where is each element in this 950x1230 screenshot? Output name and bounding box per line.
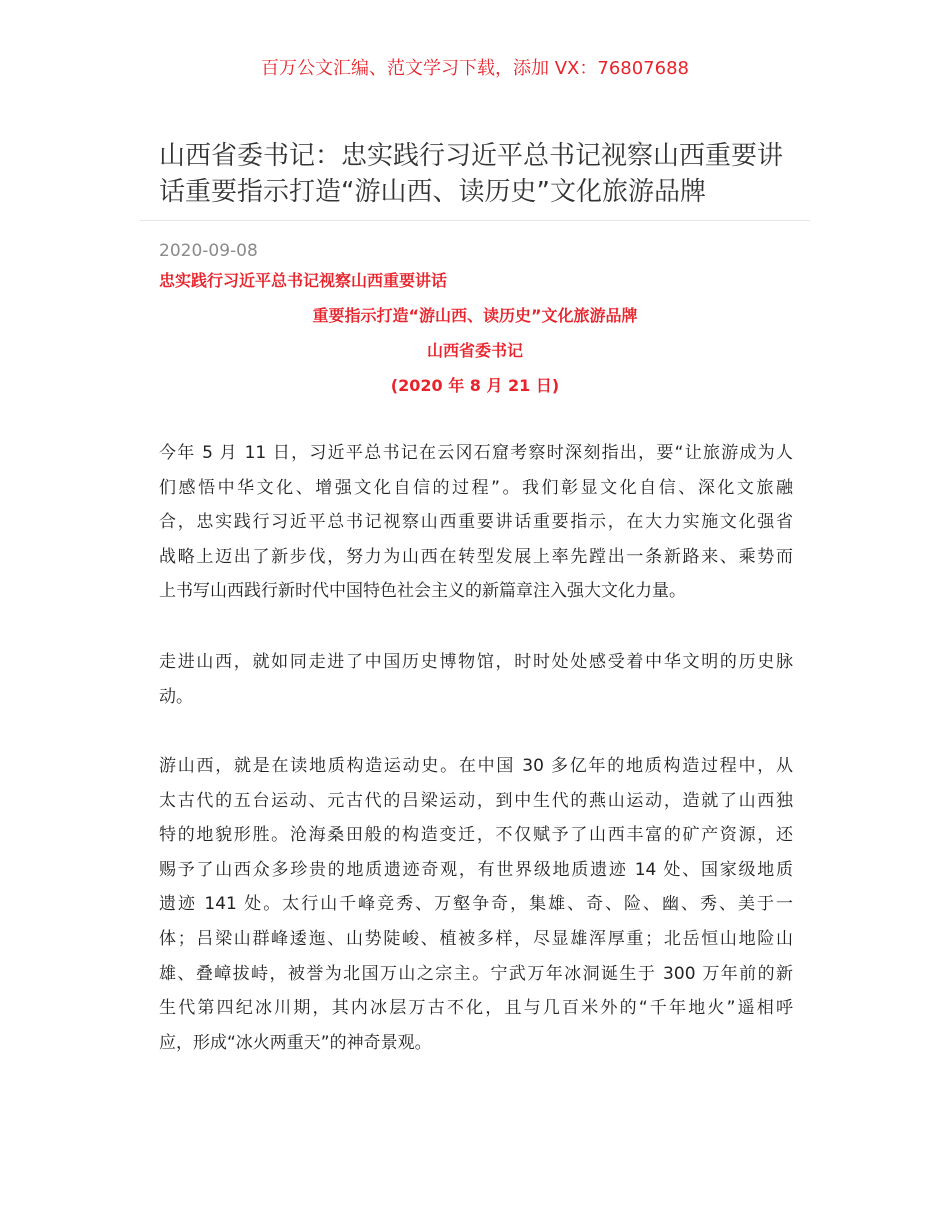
heading-line-2: 重要指示打造“游山西、读历史”文化旅游品牌: [312, 306, 638, 325]
paragraph-line: 游山西，就是在读地质构造运动史。在中国 30 多亿年的地质构造过程中，从: [159, 756, 793, 776]
paragraph-line: 上书写山西践行新时代中国特色社会主义的新篇章注入强大文化力量。: [159, 581, 686, 602]
paragraph-line: 们感悟中华文化、增强文化自信的过程”。我们彰显文化自信、深化文旅融: [159, 477, 793, 498]
publish-date: 2020-09-08: [159, 241, 258, 261]
article-title-line: 话重要指示打造“游山西、读历史”文化旅游品牌: [159, 177, 706, 207]
heading-author: 山西省委书记: [426, 341, 523, 360]
paragraph-line: 遗迹 141 处。太行山千峰竞秀、万壑争奇，集雄、奇、险、幽、秀、美于一: [159, 894, 793, 915]
paragraph-line: 特的地貌形胜。沧海桑田般的构造变迁，不仅赋予了山西丰富的矿产资源，还: [159, 825, 793, 846]
promo-banner: 百万公文汇编、范文学习下载，添加 VX：76807688: [261, 58, 689, 79]
paragraph-line: 雄、叠嶂拔峙，被誉为北国万山之宗主。宁武万年冰洞诞生于 300 万年前的新: [159, 963, 793, 984]
paragraph-line: 今年 5 月 11 日，习近平总书记在云冈石窟考察时深刻指出，要“让旅游成为人: [159, 443, 793, 463]
paragraph-line: 太古代的五台运动、元古代的吕梁运动，到中生代的燕山运动，造就了山西独: [159, 790, 793, 811]
paragraph-1: [159, 436, 793, 609]
paragraph-line: 合，忠实践行习近平总书记视察山西重要讲话重要指示，在大力实施文化强省: [159, 512, 793, 533]
paragraph-line: 战略上迈出了新步伐，努力为山西在转型发展上率先蹚出一条新路来、乘势而: [159, 546, 793, 567]
paragraph-3: [159, 749, 793, 1060]
title-divider: [140, 220, 810, 221]
paragraph-2: [159, 645, 793, 714]
heading-date: (2020 年 8 月 21 日): [390, 376, 560, 395]
heading-line-1: 忠实践行习近平总书记视察山西重要讲话: [159, 271, 448, 290]
paragraph-line: 赐予了山西众多珍贵的地质遗迹奇观，有世界级地质遗迹 14 处、国家级地质: [159, 859, 793, 880]
paragraph-line: 走进山西，就如同走进了中国历史博物馆，时时处处感受着中华文明的历史脉: [159, 652, 793, 672]
paragraph-line: 应，形成“冰火两重天”的神奇景观。: [159, 1032, 432, 1053]
article-title: [159, 138, 799, 210]
paragraph-line: 体；吕梁山群峰逶迤、山势陡峻、植被多样，尽显雄浑厚重；北岳恒山地险山: [159, 928, 793, 949]
paragraph-line: 生代第四纪冰川期，其内冰层万古不化，且与几百米外的“千年地火”遥相呼: [159, 998, 793, 1019]
paragraph-line: 动。: [159, 686, 193, 707]
article-title-line: 山西省委书记：忠实践行习近平总书记视察山西重要讲: [159, 141, 784, 171]
